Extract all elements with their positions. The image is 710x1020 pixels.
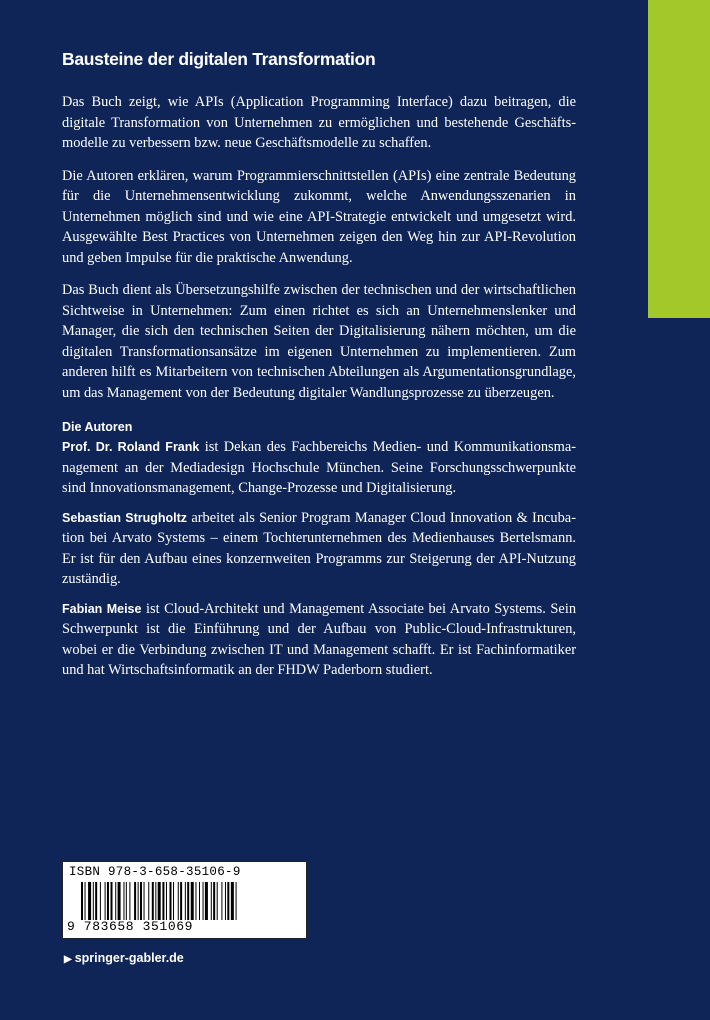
- barcode-digits: 9 783658 351069: [67, 919, 194, 934]
- barcode-bar: [155, 882, 156, 920]
- barcode-bar: [105, 882, 106, 920]
- website-text: springer-gabler.de: [74, 951, 184, 965]
- barcode-bar: [185, 882, 186, 920]
- intro-paragraph-1: Das Buch zeigt, wie APIs (Application Programming Interface) dazu beitragen, die digitale Transformation von Unternehmen zu ermöglichen und bestehende Geschäftsmodelle zu verbessern bzw. neue Geschäftsmodelle zu schaffen.: [62, 94, 576, 151]
- barcode-bar: [152, 882, 154, 920]
- barcode-icon: [81, 882, 299, 920]
- barcode-bar: [138, 882, 139, 920]
- barcode-bar: [178, 882, 179, 920]
- barcode-bar: [134, 882, 136, 920]
- intro-paragraph-3: Das Buch dient als Übersetzungshilfe zwischen der technischen und der wirtschaftlichen Sichtweise in Unternehmen: Zum einen richtet es sich an Unternehmenslenker und Manager, die sich den technischen Seiten der Digitalisierung nähern möchten, um die digitalen Transformationsansätze im eigenen Unternehmen zu implementieren. Zum anderen hilft es Mitarbeitern von technischen Abteilungen als Argumentationsgrundlage, um das Management von der Bedeutung digitaler Wandlungsprozesse zu überzeugen.: [62, 282, 576, 401]
- barcode-bar: [95, 882, 97, 920]
- barcode-bar: [195, 882, 196, 920]
- barcode-bar: [148, 882, 149, 920]
- barcode-bar: [107, 882, 109, 920]
- barcode-bar: [231, 882, 234, 920]
- author-name: Prof. Dr. Roland Frank: [62, 440, 200, 454]
- barcode-bar: [126, 882, 127, 920]
- author-name: Fabian Meise: [62, 601, 142, 616]
- barcode-bar: [211, 882, 212, 920]
- barcode-bar: [118, 882, 121, 920]
- author-bio-2: [62, 508, 576, 590]
- barcode-bar: [236, 882, 237, 920]
- barcode-bar: [180, 882, 182, 920]
- barcode-bar: [227, 882, 229, 920]
- author-text: ist Cloud-Architekt und Management Associate bei Arvato Systems. Sein Schwerpunkt ist die Einführung und der Aufbau von Public-Cloud-Infrastrukturen, wobei er die Verbindung zwischen IT und Management schafft. Er ist Fachinformatiker und hat Wirtschaftsinformatik an der FHDW Paderborn studiert.: [62, 600, 577, 678]
- barcode-bar: [85, 882, 86, 920]
- barcode-bar: [81, 882, 83, 920]
- author-bio-3: [62, 599, 576, 681]
- author-text: ist Dekan des Fachbereichs Medien- und Kommunikationsmanagement an der Mediadesign Hochschule München. Seine Forschungsschwerpunkte sind Innovationsmanagement, Change-Prozesse und Digitalisierung.: [62, 439, 577, 496]
- barcode-bar: [191, 882, 194, 920]
- barcode-bar: [100, 882, 101, 920]
- barcode-bar: [115, 882, 116, 920]
- barcode-bar: [199, 882, 200, 920]
- back-cover-text: [62, 48, 576, 690]
- barcode-bar: [170, 882, 172, 920]
- barcode-bar: [93, 882, 94, 920]
- isbn-label: ISBN 978-3-658-35106-9: [69, 865, 241, 879]
- barcode-bar: [173, 882, 174, 920]
- arrow-right-icon: ▶: [64, 954, 72, 965]
- barcode-bar: [217, 882, 218, 920]
- book-title: Bausteine der digitalen Transformation: [62, 49, 376, 69]
- author-text: arbeitet als Senior Program Manager Cloud Innovation & Incubation bei Arvato Systems – einem Tochterunternehmen des Medienhauses Bertelsmann. Er ist für den Aufbau eines konzernweiten Programms zur Steigerung der API-Nutzung zuständig.: [62, 509, 576, 587]
- author-name: Sebastian Strugholtz: [62, 510, 188, 525]
- barcode-bar: [111, 882, 113, 920]
- barcode-bar: [162, 882, 164, 920]
- barcode-bar: [221, 882, 222, 920]
- barcode-bar: [129, 882, 130, 920]
- barcode-bar: [166, 882, 167, 920]
- barcode-bar: [187, 882, 189, 920]
- authors-heading: Die Autoren: [62, 420, 133, 434]
- isbn-barcode-block: [62, 861, 307, 939]
- author-bio-1: [62, 437, 576, 499]
- publisher-website: [64, 951, 184, 965]
- barcode-bar: [203, 882, 204, 920]
- barcode-bar: [213, 882, 215, 920]
- barcode-bar: [158, 882, 161, 920]
- barcode-bar: [140, 882, 142, 920]
- intro-paragraph-2: Die Autoren erklären, warum Programmierschnittstellen (APIs) eine zentrale Bedeutung für die Unternehmensentwicklung zukommt, welche Anwendungsszenarien in Unternehmen möglich sind und wie eine API-Strategie entwickelt und umgesetzt wird. Ausgewählte Best Practices von Unternehmen zeigen den Weg hin zur API-Revolution und geben Impulse für die praktische Anwendung.: [62, 167, 576, 266]
- accent-bar: [648, 0, 710, 318]
- barcode-bar: [144, 882, 145, 920]
- barcode-bar: [88, 882, 91, 920]
- barcode-bar: [205, 882, 208, 920]
- barcode-bar: [225, 882, 226, 920]
- barcode-bar: [123, 882, 124, 920]
